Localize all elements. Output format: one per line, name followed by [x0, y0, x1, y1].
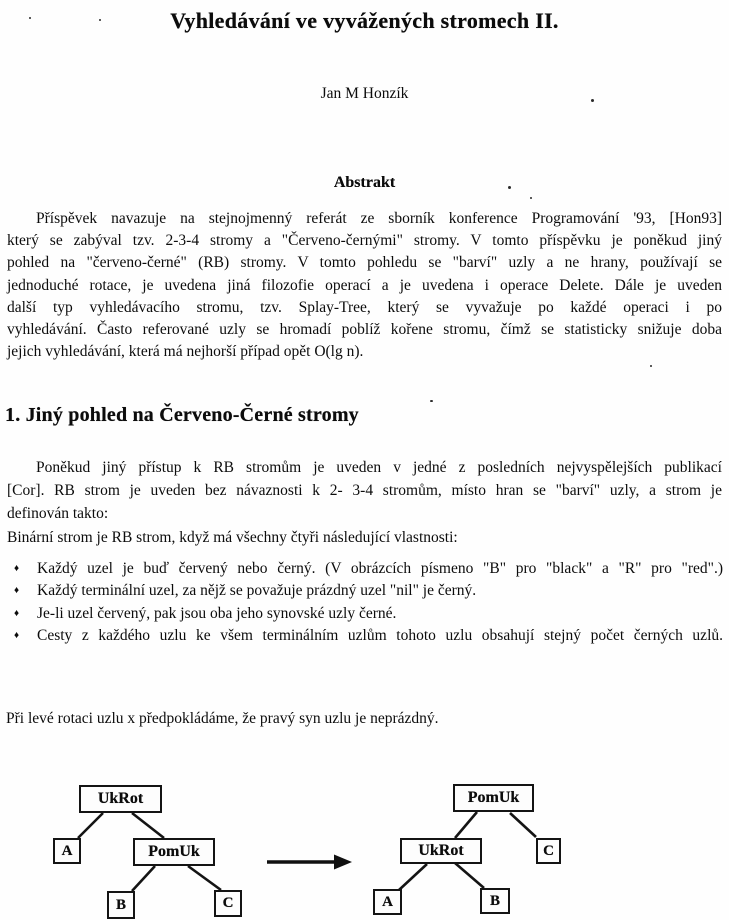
paper-title: Vyhledávání ve vyvážených stromech II.	[170, 8, 559, 33]
bullet-icon: ♦	[14, 607, 20, 619]
tree-node-pomuk-right: PomUk	[453, 784, 534, 812]
tree-node-a-left: A	[53, 838, 81, 864]
edge-pomuk-c	[188, 866, 221, 890]
abstract-text-line: další typ vyhledávacího stromu, tzv. Splay-Tree, který se vyvažuje po každé operaci i po	[7, 298, 722, 316]
edge-pomuk-ukrot	[455, 812, 477, 838]
rotation-diagram	[0, 770, 729, 920]
scan-speck	[650, 365, 652, 367]
paragraph-text-line: definován takto:	[7, 505, 109, 522]
tree-node-pomuk-left: PomUk	[133, 838, 215, 866]
edge-pomuk-b	[132, 866, 155, 891]
list-item	[7, 603, 723, 625]
tree-node-b-left: B	[107, 891, 135, 919]
list-item	[7, 625, 723, 647]
tree-node-c-right: C	[536, 838, 561, 864]
rotation-note: Při levé rotaci uzlu x předpokládáme, že pravý syn uzlu je neprázdný.	[6, 710, 439, 727]
abstract-text-line: vyhledávání. Často referované uzly se hromadí poblíž kořene stromu, čímž se statisticky snižuje doba	[7, 321, 722, 339]
abstract-text-line: který se zabýval tzv. 2-3-4 stromy a "Červeno-černými" stromy. V tomto příspěvku je poněkud jiný	[7, 232, 722, 250]
section-paragraph	[7, 456, 722, 525]
definition-intro-line: Binární strom je RB strom, když má všechny čtyři následující vlastnosti:	[7, 529, 458, 546]
abstract-text-line: pohled na "červeno-černé" (RB) stromy. V tomto pohledu se "barví" uzly a ne hrany, používají se	[7, 254, 722, 272]
abstract-paragraph	[7, 208, 722, 363]
list-item	[7, 580, 723, 602]
tree-node-ukrot-right: UkRot	[400, 838, 482, 864]
tree-node-ukrot-left: UkRot	[79, 785, 162, 813]
bullet-icon: ♦	[14, 563, 20, 574]
scan-speck	[530, 197, 532, 199]
abstract-text-line: jejich vyhledávání, která má nejhorší případ opět O(lg n).	[7, 343, 364, 361]
edge-pomuk-c-right	[510, 813, 536, 837]
list-item	[7, 558, 723, 580]
edge-ukrot-pomuk	[132, 813, 164, 838]
abstract-heading: Abstrakt	[333, 174, 396, 191]
abstract-text-line: Příspěvek navazuje na stejnojmenný referát ze sborník konference Programování '93, [Hon93]	[36, 210, 722, 227]
list-item-text: Každý uzel je buď červený nebo černý. (V obrázcích písmeno "B" pro "black" a "R" pro "red".)	[37, 560, 723, 577]
paragraph-text-line: [Cor]. RB strom je uveden bez návaznosti k 2- 3-4 stromům, místo hran se "barví" uzly, a strom je	[7, 482, 722, 499]
tree-node-b-right: B	[480, 888, 510, 914]
list-item-text: Každý terminální uzel, za nějž se považuje prázdný uzel "nil" je černý.	[37, 582, 477, 600]
tree-node-a-right: A	[373, 889, 402, 915]
edge-ukrot-a-right	[399, 864, 427, 890]
list-item-text: Cesty z každého uzlu ke všem terminálním uzlům tohoto uzlu obsahují stejný počet černých uzlů.	[37, 627, 723, 645]
abstract-text-line: jednoduché rotace, je uvedena jiná filozofie operací a je uvedena i operace Delete. Dále je uveden	[7, 276, 722, 294]
bullet-icon: ♦	[14, 630, 20, 642]
tree-node-c-left: C	[214, 890, 242, 917]
section-heading: 1. Jiný pohled na Červeno-Černé stromy	[5, 404, 359, 426]
edge-ukrot-a	[78, 813, 103, 838]
rotation-arrow-head	[334, 855, 352, 870]
author-name: Jan M Honzík	[320, 85, 409, 102]
scan-speck	[430, 400, 433, 402]
rb-properties-list	[7, 558, 723, 648]
paragraph-text-line: Poněkud jiný přístup k RB stromům je uveden v jedné z posledních nejvyspělejších publikací	[36, 459, 722, 476]
list-item-text: Je-li uzel červený, pak jsou oba jeho synovské uzly černé.	[37, 604, 397, 622]
bullet-icon: ♦	[14, 585, 20, 597]
edge-ukrot-b-right	[455, 863, 484, 888]
